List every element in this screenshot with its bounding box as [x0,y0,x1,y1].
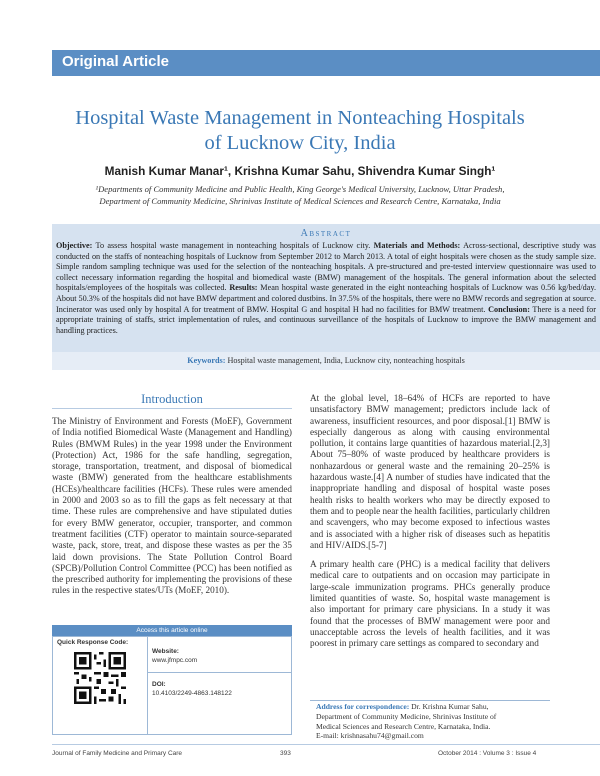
affiliations [40,184,560,207]
intro-paragraph-3: A primary health care (PHC) is a medical facility that delivers medical care to outpatients and on occasion may participate in large-scale immunization programs. PHCs generally produce limited quantities of waste. So, hospital waste management is also important for primary care physicians. In a study it was found that the processes of BMW management were poor and unacceptable across the levels of health facilities, and it was poorest in primary care settings as compared to secondary and [310,559,550,649]
doi-label: DOI: [152,681,166,688]
abstract-heading: Abstract [300,228,352,239]
access-box-heading: Access this article online [52,625,292,636]
access-divider-vertical [147,637,148,734]
title-line-1: Hospital Waste Management in Nonteaching Hospitals [75,107,525,129]
doi-value[interactable]: 10.4103/2249-4863.148122 [152,690,232,697]
affiliation-line-1: ¹Departments of Community Medicine and Public Health, King George's Medical University, Lucknow, Uttar Pradesh, [95,184,505,194]
correspondence-line-3: Medical Sciences and Research Centre, Karnataka, India. [316,721,491,731]
qr-label: Quick Response Code: [57,639,129,646]
footer-rule [52,744,600,745]
introduction-rule [52,408,292,409]
keywords-label: Keywords: [187,356,226,365]
correspondence-name: Dr. Krishna Kumar Sahu, [409,702,489,711]
conclusion-label: Conclusion: [488,304,530,314]
qr-code-icon[interactable] [74,652,126,704]
correspondence-label: Address for correspondence: [316,702,410,711]
footer-journal: Journal of Family Medicine and Primary Care [52,750,183,757]
intro-paragraph-2: At the global level, 18–64% of HCFs are reported to have unsatisfactory BMW management; predictors include lack of awareness, insufficient resources, and poor disposal.[1] BMW is especially dangerous as along with causing environmental pollution, it contains large quantities of hazardous material.[2,3] About 75–80% of waste produced by healthcare providers is nonhazardous or general waste and the remaining 20–25% is hazardous waste.[4] A number of studies have indicated that the inappropriate handling and disposal of hospital waste poses health risks to health workers who may be directly exposed to them and to people near the health facilities, particularly children and scavengers, who may become exposed to infectious wastes and is associated with a higher risk of diseases such as hepatitis and HIV/AIDS.[5-7] [310,393,550,550]
footer-issue: October 2014 : Volume 3 : Issue 4 [438,750,537,757]
affiliation-line-2: Department of Community Medicine, Shrinivas Institute of Medical Sciences and Research Centre, Karnataka, India [99,195,501,206]
access-divider-top [53,636,291,637]
access-divider-middle [147,672,291,673]
results-text: Mean hospital waste generated in the eight nonteaching hospitals of Lucknow was 0.56 kg/bed/day. About 50.3% of the hospitals did not have BMW department and colored dustbins. In 37.5% of the hospitals, there were no BMW records and segregation at source. Incinerator was used only by hospital A for treatment of BMW. Hospital G and hospital H had no facilities for BMW treatment. [56,283,596,314]
keywords [52,356,600,365]
objective-label: Objective: [56,241,93,250]
correspondence-rule [310,700,550,701]
article-type-banner [52,50,600,76]
methods-text: Across-sectional, descriptive study was conducted on the staffs of nonteaching hospitals of Lucknow from September 2012 to March 2013. A total of eight hospitals were chosen as the study sample size. Simple random sampling technique was used for the selection of the nonteaching hospitals. A pre-structured and pre-tested interview questionnaire was used to collect necessary information regarding the hospital and biomedical waste (BMW) management of the hospitals. The general information about the selected hospitals/employees of the hospitals was collected. [56,241,596,293]
left-column [52,416,292,605]
abstract-body [56,241,596,336]
correspondence-block [316,702,556,741]
methods-label: Materials and Methods: [373,241,461,250]
correspondence-line-2: Department of Community Medicine, Shrinivas Institute of [316,711,497,721]
conclusion-text: There is a need for appropriate training of staffs, strict implementation of rules, and continuous surveillance of the hospitals of Lucknow to improve the BMW management and handling practices. [56,304,596,335]
website-link[interactable]: www.jfmpc.com [152,657,198,664]
website-label: Website: [152,648,179,655]
right-column [310,393,550,658]
correspondence-email[interactable]: E-mail: krishnasahu74@gmail.com [316,731,424,741]
article-type-label: Original Article [62,53,169,70]
author-list: Manish Kumar Manar¹, Krishna Kumar Sahu, Shivendra Kumar Singh¹ [104,164,496,178]
introduction-heading: Introduction [141,392,203,406]
footer-page-number: 393 [280,750,291,757]
intro-paragraph-1: The Ministry of Environment and Forests (MoEF), Government of India notified Biomedical Waste (Management and Handling) Rules (BMWM Rules) in the year 1998 under the Environment (Protection) Act, 1986 for the safe handling, segregation, storage, transportation, treatment, and disposal of biomedical waste (BMW) generated from the healthcare establishments (HCEs)/healthcare facilities (HCFs). These rules were amended in 2000 and 2003 so as to fill the gaps as felt necessary at that time. These rules are comprehensive and have stipulated duties for every BMW generator, occupier, transporter, and common treatment facilities (CTF) operator to maintain source-separated waste, pack, store, treat, and dispose these wastes as per the 35 laid down provisions. The State Pollution Control Board (SPCB)/Pollution Control Committee (PCC) has been notified as the prescribed authority for implementing the provisions of these rules in the respective states/UTs (MoEF, 2010). [52,416,292,596]
title-line-2: of Lucknow City, India [204,132,396,154]
article-title [40,106,560,156]
keywords-text: Hospital waste management, India, Lucknow city, nonteaching hospitals [225,356,465,365]
objective-text: To assess hospital waste management in nonteaching hospitals of Lucknow city. [92,241,374,250]
results-label: Results: [229,283,258,293]
